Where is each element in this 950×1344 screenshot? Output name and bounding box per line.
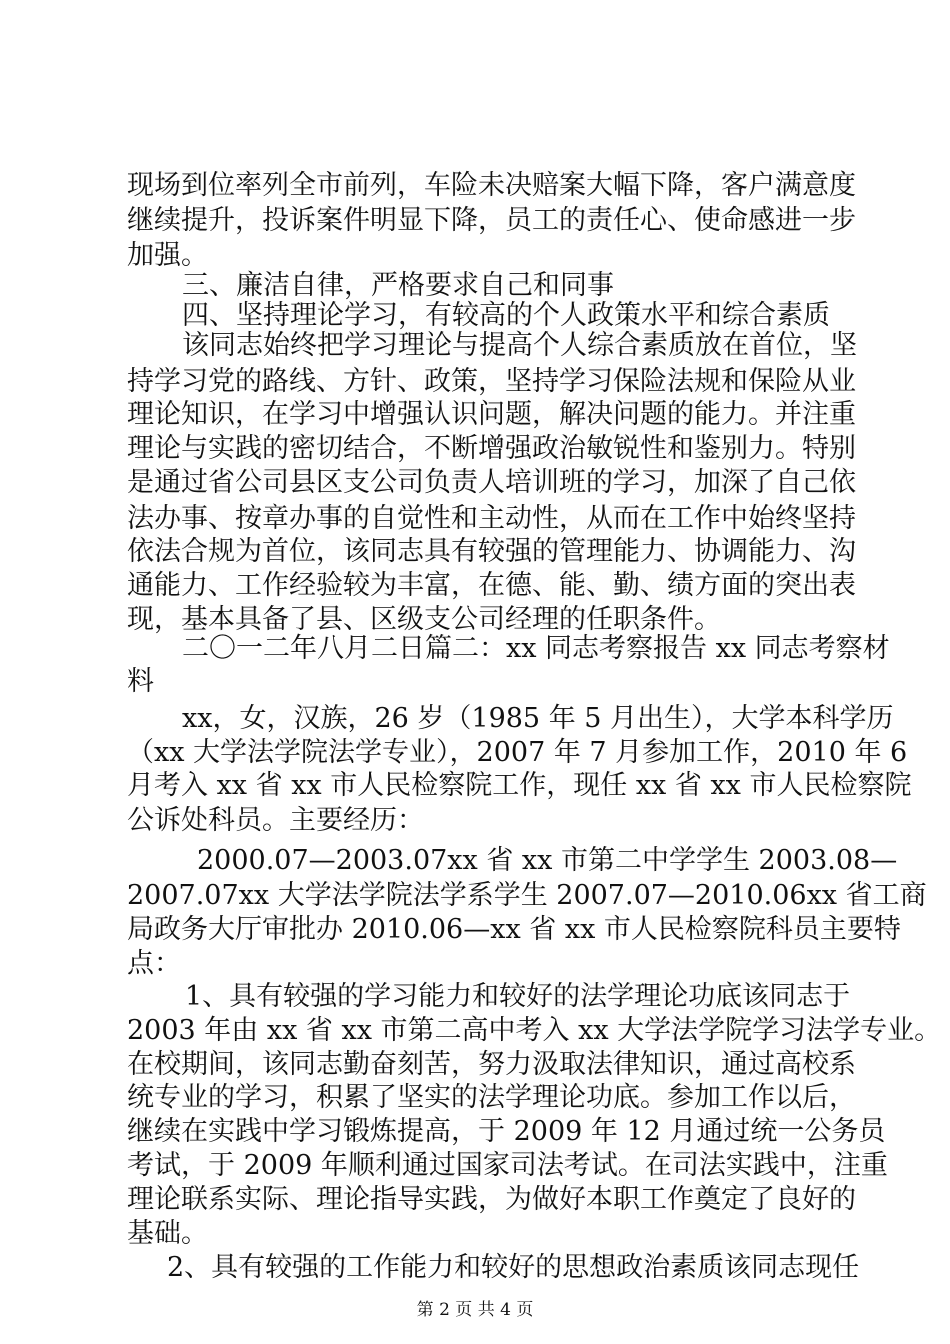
body-text-line: 现场到位率列全市前列，车险未决赔案大幅下降，客户满意度 xyxy=(127,170,856,201)
section-heading: 四、坚持理论学习，有较高的个人政策水平和综合素质 xyxy=(182,300,830,331)
body-text-line: 通能力、工作经验较为丰富，在德、能、勤、绩方面的突出表 xyxy=(127,570,856,601)
body-text-line: 统专业的学习，积累了坚实的法学理论功底。参加工作以后， xyxy=(127,1082,856,1113)
body-text-line: 是通过省公司县区支公司负责人培训班的学习，加深了自己依 xyxy=(127,467,856,498)
body-text-line: 该同志始终把学习理论与提高个人综合素质放在首位，坚 xyxy=(182,330,857,361)
body-text-line: 点： xyxy=(127,948,181,979)
section-heading: 三、廉洁自律，严格要求自己和同事 xyxy=(182,270,614,301)
body-text-line: 考试，于 2009 年顺利通过国家司法考试。在司法实践中，注重 xyxy=(127,1150,888,1181)
body-text-line: 现，基本具备了县、区级支公司经理的任职条件。 xyxy=(127,604,721,635)
body-text-line: （xx 大学法学院法学专业），2007 年 7 月参加工作，2010 年 6 xyxy=(127,737,908,768)
body-text-line: 1、具有较强的学习能力和较好的法学理论功底该同志于 xyxy=(185,981,851,1012)
body-text-line: 继续在实践中学习锻炼提高，于 2009 年 12 月通过统一公务员 xyxy=(127,1116,886,1147)
body-text-line: 继续提升，投诉案件明显下降，员工的责任心、使命感进一步 xyxy=(127,205,856,236)
body-text-line: 月考入 xx 省 xx 市人民检察院工作，现任 xx 省 xx 市人民检察院 xyxy=(127,770,912,801)
body-text-line: 理论与实践的密切结合，不断增强政治敏锐性和鉴别力。特别 xyxy=(127,433,856,464)
body-text-line: 理论知识，在学习中增强认识问题，解决问题的能力。并注重 xyxy=(127,399,856,430)
body-text-line: 2000.07—2003.07xx 省 xx 市第二中学学生 2003.08— xyxy=(197,845,898,876)
body-text-line: 2、具有较强的工作能力和较好的思想政治素质该同志现任 xyxy=(167,1252,860,1283)
page-number-footer: 第 2 页 共 4 页 xyxy=(416,1300,534,1320)
body-text-line: 加强。 xyxy=(127,240,208,271)
body-text-line: 2003 年由 xx 省 xx 市第二高中考入 xx 大学法学院学习法学专业。 xyxy=(127,1015,942,1046)
body-text-line: 局政务大厅审批办 2010.06—xx 省 xx 市人民检察院科员主要特 xyxy=(127,914,901,945)
body-text-line: 2007.07xx 大学法学院法学系学生 2007.07—2010.06xx 省工商 xyxy=(127,880,927,911)
body-text-line: 公诉处科员。主要经历： xyxy=(127,805,424,836)
body-text-line: 依法合规为首位，该同志具有较强的管理能力、协调能力、沟 xyxy=(127,536,856,567)
body-text-line: 理论联系实际、理论指导实践，为做好本职工作奠定了良好的 xyxy=(127,1184,856,1215)
body-text-line: 持学习党的路线、方针、政策，坚持学习保险法规和保险从业 xyxy=(127,366,856,397)
body-text-line: 料 xyxy=(127,666,154,697)
body-text-line: 在校期间，该同志勤奋刻苦，努力汲取法律知识，通过高校系 xyxy=(127,1049,856,1080)
body-text-line: 二〇一二年八月二日篇二：xx 同志考察报告 xx 同志考察材 xyxy=(182,633,890,664)
body-text-line: xx，女，汉族，26 岁（1985 年 5 月出生），大学本科学历 xyxy=(182,703,894,734)
body-text-line: 法办事、按章办事的自觉性和主动性，从而在工作中始终坚持 xyxy=(127,503,856,534)
body-text-line: 基础。 xyxy=(127,1218,208,1249)
